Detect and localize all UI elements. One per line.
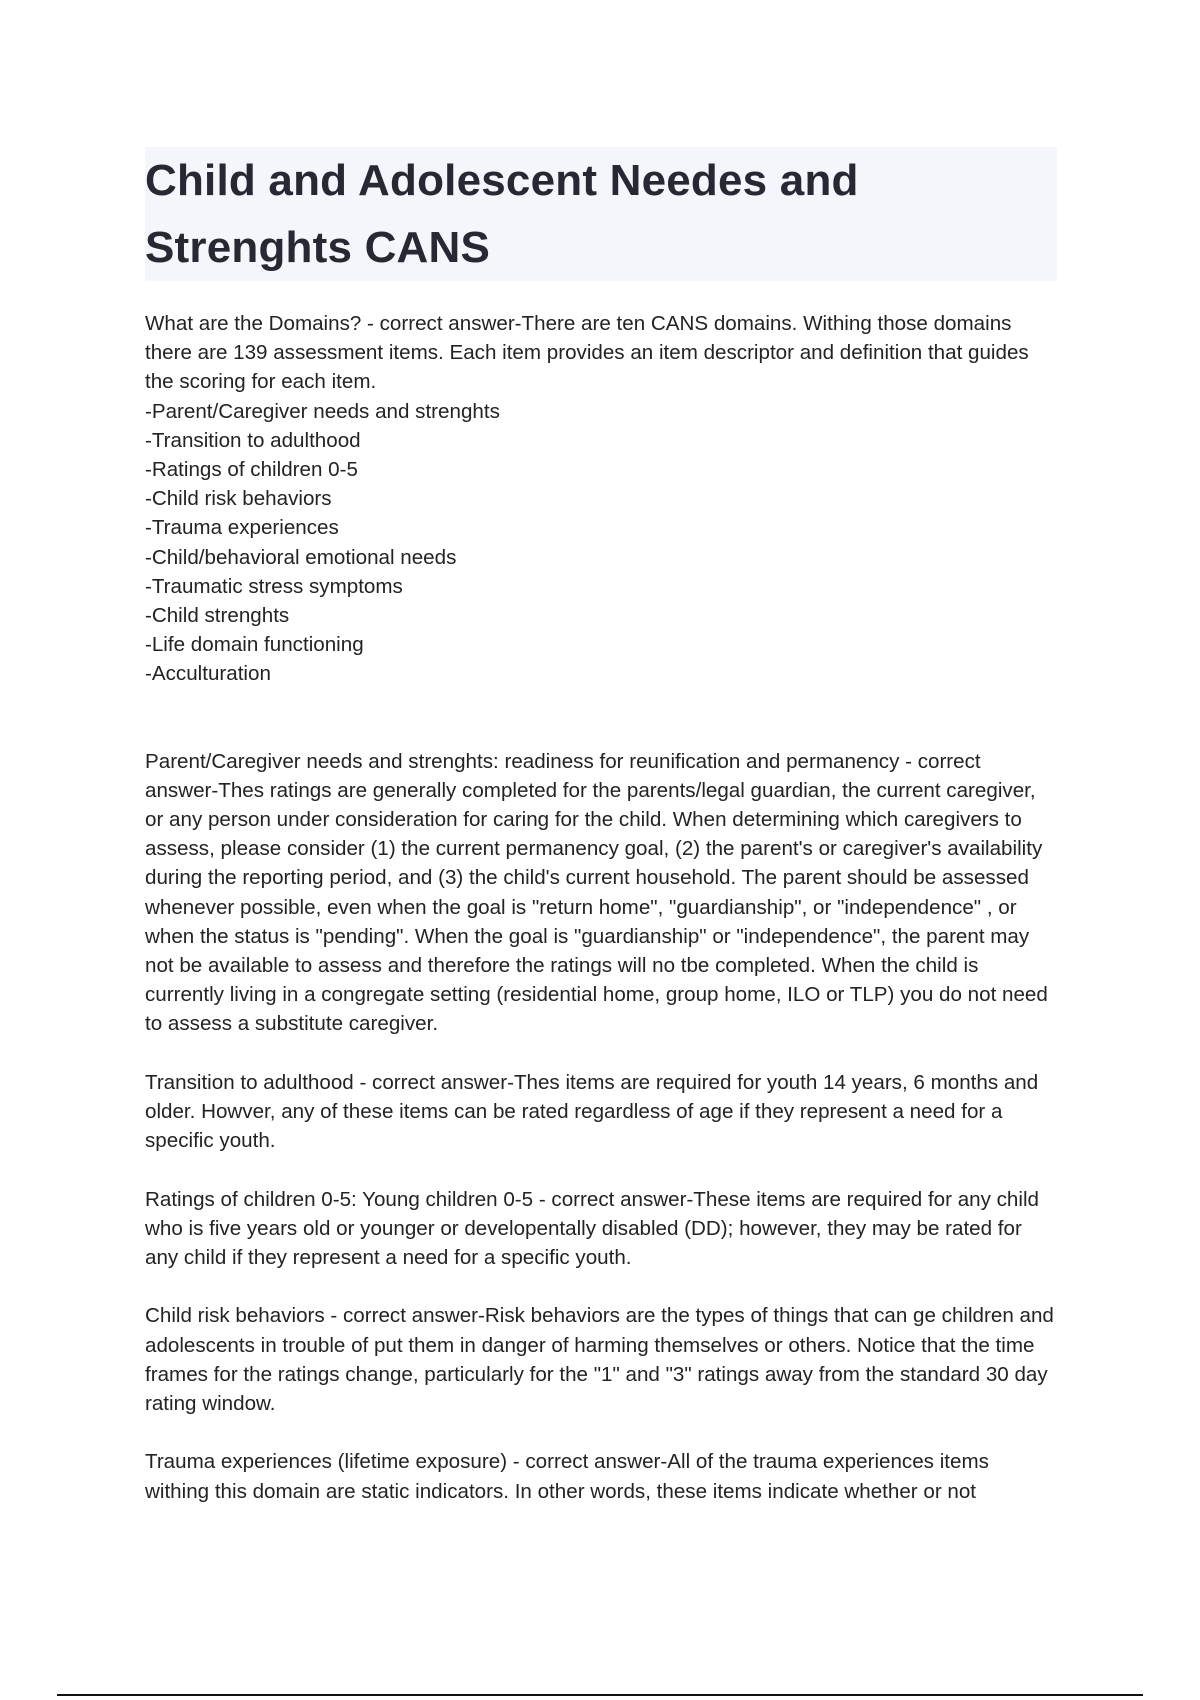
intro-paragraph: What are the Domains? - correct answer-There are ten CANS domains. Withing those domains there are 139 assessment items. Each item provides an item descriptor and definition that guides the scoring for each item. (145, 312, 1029, 394)
domains-list (145, 397, 1057, 689)
domain-item: -Child strenghts (145, 604, 290, 628)
domain-item: -Parent/Caregiver needs and strenghts (145, 399, 500, 423)
page-bottom-rule (57, 1694, 1143, 1696)
spacer (145, 1272, 1057, 1301)
domain-item: -Life domain functioning (145, 633, 364, 657)
paragraph-ratings-children: Ratings of children 0-5: Young children 0-5 - correct answer-These items are required for any child who is five years old or younger or developentally disabled (DD); however, they may be rated for any child if they represent a need for a specific youth. (145, 1187, 1039, 1270)
domain-item: -Transition to adulthood (145, 428, 361, 452)
spacer (145, 1418, 1057, 1447)
domain-item: -Child/behavioral emotional needs (145, 545, 457, 569)
domain-item: -Acculturation (145, 662, 271, 686)
spacer (145, 1039, 1057, 1068)
paragraph-child-risk-behaviors: Child risk behaviors - correct answer-Risk behaviors are the types of things that can ge children and adolescents in trouble of put them in danger of harming themselves or others. Notice that the time frames for the ratings change, particularly for the "1" and "3" ratings away from the standard 30 day rating window. (145, 1304, 1054, 1416)
domain-item: -Child risk behaviors (145, 487, 332, 511)
spacer (145, 1155, 1057, 1184)
title-block (145, 147, 1057, 281)
domain-item: -Ratings of children 0-5 (145, 458, 358, 482)
title-line-2: Strenghts CANS (145, 223, 491, 272)
document-title (145, 147, 1057, 281)
document-body (145, 309, 1057, 1506)
spacer (145, 689, 1057, 747)
paragraph-parent-caregiver: Parent/Caregiver needs and strenghts: readiness for reunification and permanency - correct answer-Thes ratings are generally completed for the parents/legal guardian, the current caregiver, or any person under consideration for caring for the child. When determining which caregivers to assess, please consider (1) the current permanency goal, (2) the parent's or caregiver's availability during the reporting period, and (3) the child's current household. The parent should be assessed whenever possible, even when the goal is "return home", "guardianship", or "independence" , or when the status is "pending". When the goal is "guardianship" or "independence", the parent may not be available to assess and therefore the ratings will no tbe completed. When the child is currently living in a congregate setting (residential home, group home, ILO or TLP) you do not need to assess a substitute caregiver. (145, 749, 1048, 1036)
document-page (145, 147, 1057, 1506)
domain-item: -Traumatic stress symptoms (145, 574, 403, 598)
domain-item: -Trauma experiences (145, 516, 339, 540)
paragraph-trauma-experiences: Trauma experiences (lifetime exposure) - correct answer-All of the trauma experiences items withing this domain are static indicators. In other words, these items indicate whether or not (145, 1450, 989, 1503)
paragraph-transition-adulthood: Transition to adulthood - correct answer-Thes items are required for youth 14 years, 6 months and older. Howver, any of these items can be rated regardless of age if they represent a need for a specific youth. (145, 1070, 1039, 1153)
title-line-1: Child and Adolescent Needes and (145, 156, 859, 205)
